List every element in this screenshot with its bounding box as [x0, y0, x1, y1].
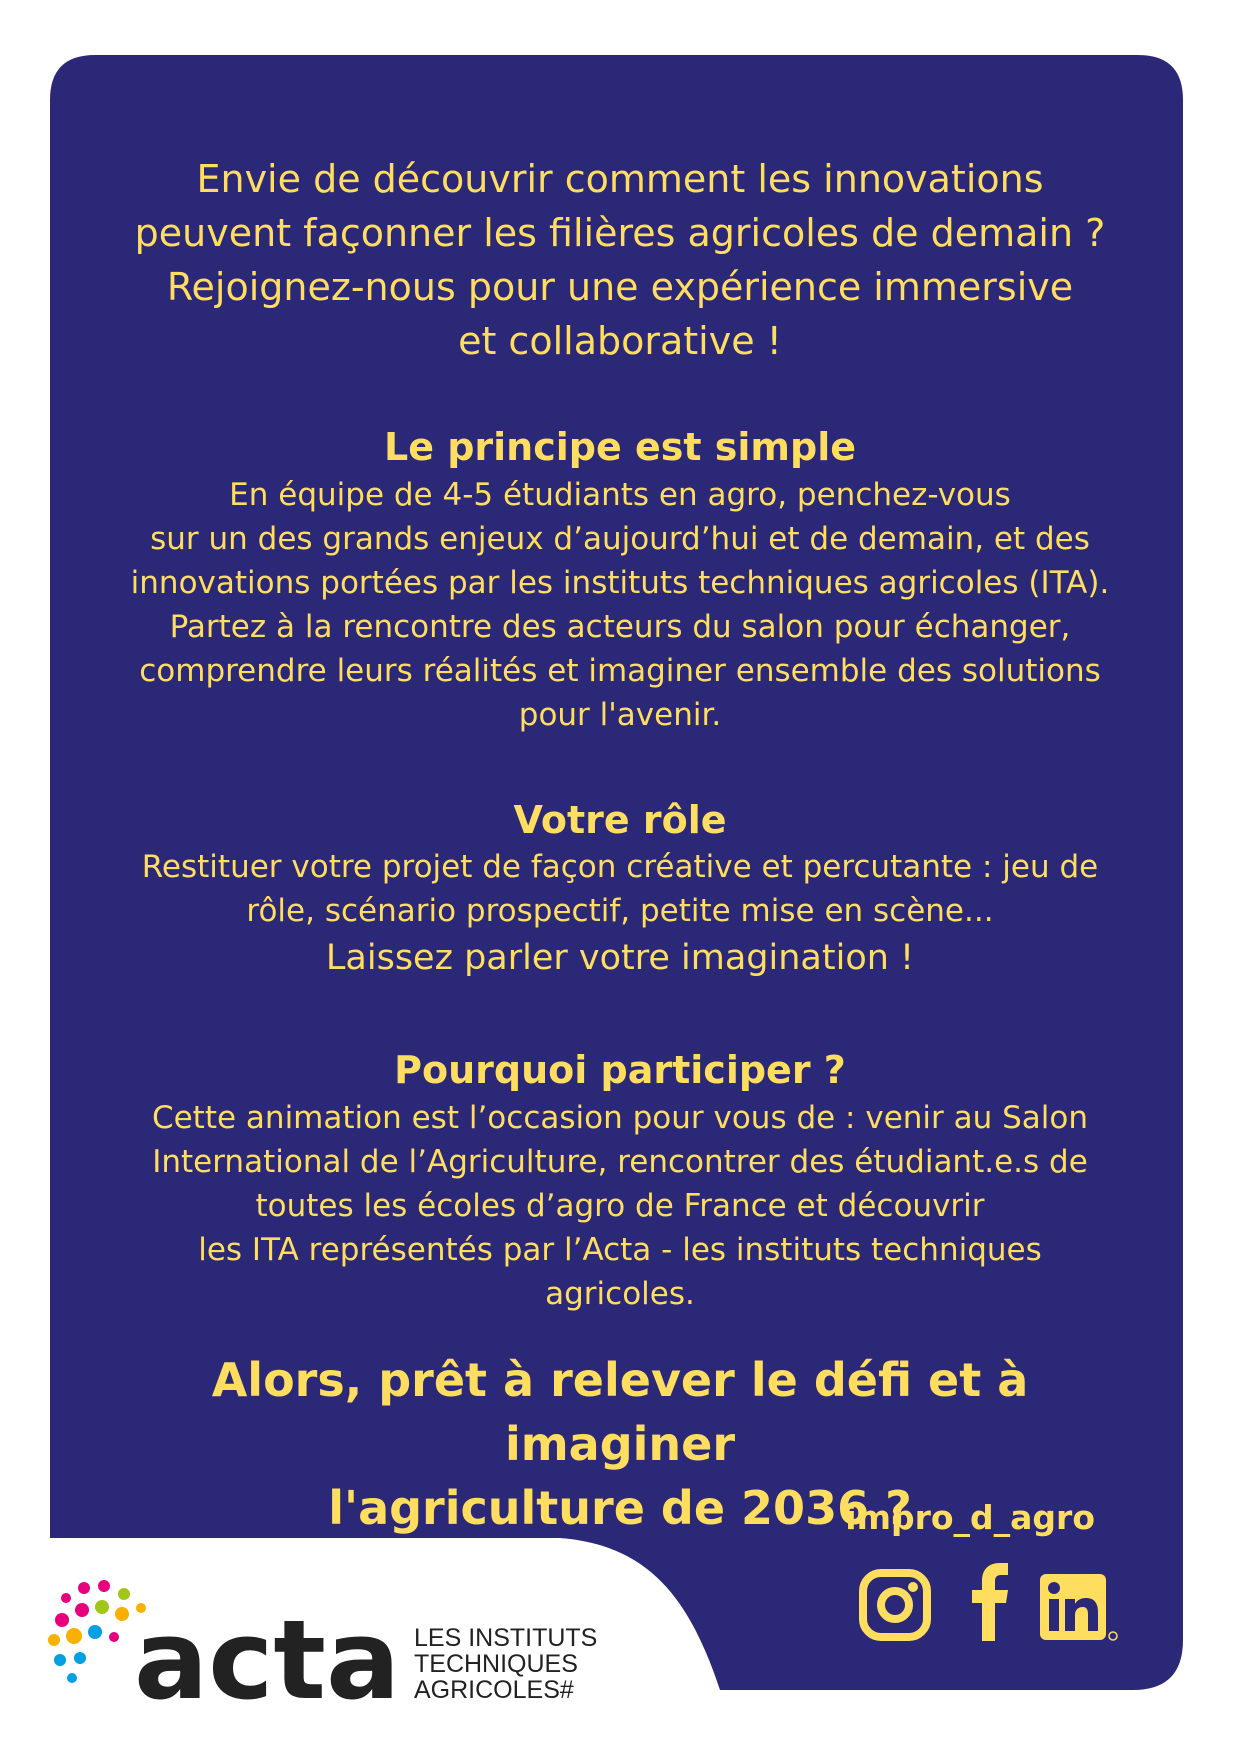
- principle-heading: Le principe est simple: [383, 425, 856, 469]
- intro-line: et collaborative !: [458, 319, 782, 363]
- logo-tagline-line: TECHNIQUES: [414, 1650, 578, 1678]
- why-line: International de l’Agriculture, rencontrer des étudiant.e.s de: [152, 1144, 1088, 1180]
- intro-text: [125, 152, 1115, 368]
- why-line: les ITA représentés par l’Acta - les instituts techniques: [198, 1232, 1042, 1268]
- principle-line: Partez à la rencontre des acteurs du salon pour échanger,: [169, 609, 1071, 645]
- logo-tagline-line: LES INSTITUTS: [414, 1624, 598, 1652]
- intro-line: peuvent façonner les filières agricoles de demain ?: [134, 211, 1106, 255]
- facebook-icon[interactable]: [970, 1563, 1010, 1641]
- role-emphasis: Laissez parler votre imagination !: [325, 938, 915, 978]
- principle-text: [125, 473, 1115, 737]
- cta-line: l'agriculture de 2036 ?: [328, 1481, 912, 1535]
- social-handle[interactable]: impro_d_agro: [845, 1498, 1095, 1537]
- logo-dots: [48, 1580, 146, 1683]
- intro-line: Envie de découvrir comment les innovations: [196, 157, 1044, 201]
- why-line: Cette animation est l’occasion pour vous de : venir au Salon: [151, 1100, 1089, 1136]
- why-line: agricoles.: [545, 1276, 695, 1312]
- why-heading: Pourquoi participer ?: [394, 1048, 846, 1092]
- principle-line: pour l'avenir.: [518, 697, 722, 733]
- logo-tagline-line: AGRICOLES#: [414, 1676, 574, 1704]
- role-heading: Votre rôle: [513, 798, 727, 842]
- why-line: toutes les écoles d’agro de France et découvrir: [255, 1188, 985, 1224]
- logo-wordmark: acta: [134, 1596, 401, 1710]
- role-line: Restituer votre projet de façon créative et percutante : jeu de: [141, 849, 1099, 885]
- intro-line: Rejoignez-nous pour une expérience immersive: [166, 265, 1074, 309]
- role-text: [125, 845, 1115, 933]
- why-text: [125, 1096, 1115, 1316]
- role-line: rôle, scénario prospectif, petite mise en scène...: [246, 893, 994, 929]
- principle-line: comprendre leurs réalités et imaginer ensemble des solutions: [139, 653, 1101, 689]
- principle-line: innovations portées par les instituts techniques agricoles (ITA).: [130, 565, 1110, 601]
- instagram-icon[interactable]: [858, 1568, 932, 1642]
- acta-logo: [48, 1580, 608, 1710]
- principle-line: En équipe de 4-5 étudiants en agro, penchez-vous: [229, 477, 1011, 513]
- linkedin-icon[interactable]: [1040, 1574, 1120, 1642]
- principle-line: sur un des grands enjeux d’aujourd’hui et de demain, et des: [150, 521, 1090, 557]
- cta-line: Alors, prêt à relever le défi et à imaginer: [211, 1353, 1029, 1471]
